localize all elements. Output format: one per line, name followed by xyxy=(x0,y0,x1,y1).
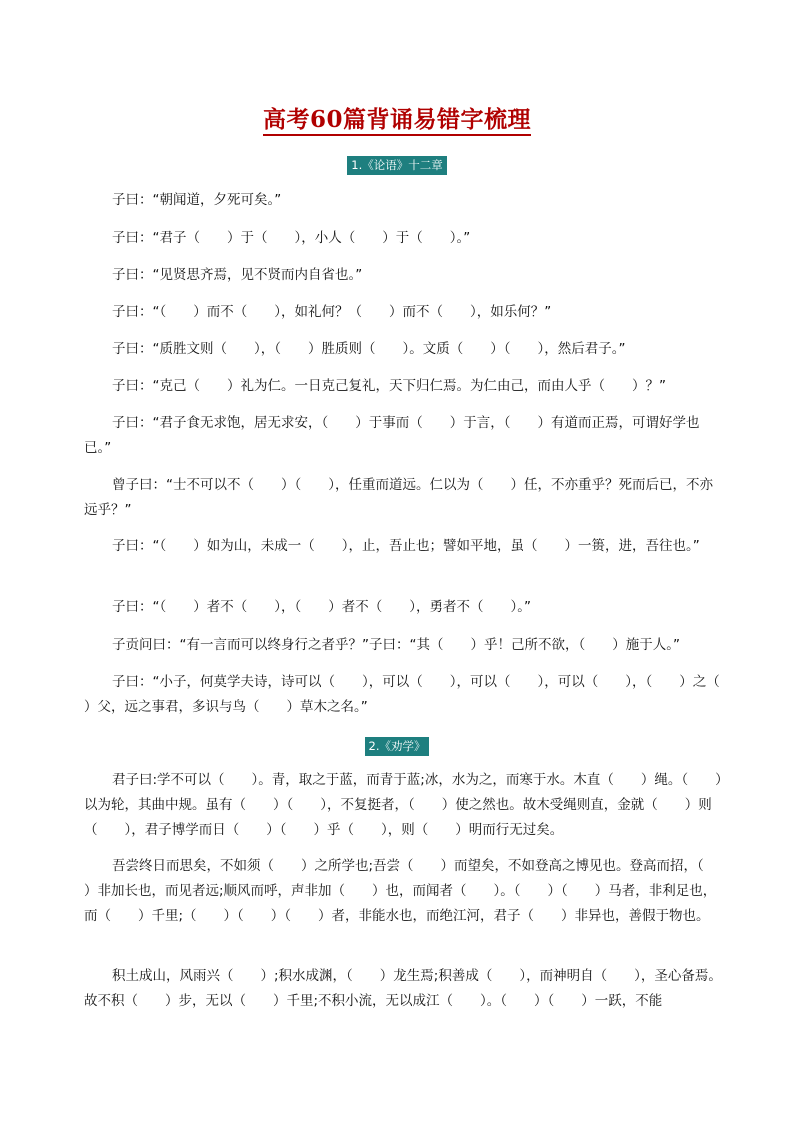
paragraph: 子曰：“君子食无求饱，居无求安，（ ）于事而（ ）于言，（ ）有道而正焉，可谓好学也已。” xyxy=(84,415,700,456)
section-heading-lunyu: 1.《论语》十二章 xyxy=(0,154,794,175)
paragraph: 子曰：“质胜文则（ ），（ ）胜质则（ ）。文质（ ）（ ），然后君子。” xyxy=(112,341,626,357)
paragraph: 子曰：“克己（ ）礼为仁。一日克己复礼，天下归仁焉。为仁由己，而由人乎（ ）？” xyxy=(112,378,666,394)
paragraph: 吾尝终日而思矣，不如须（ ）之所学也;吾尝（ ）而望矣，不如登高之博见也。登高而招，（ ）非加长也，而见者远;顺风而呼，声非加（ ）也，而闻者（ ）。（ ）（ ）马者，非利足也，而（ ）千里;（ ）（ ）（ ）者，非能水也，而绝江河，君子（ ）非异也，善假于物也。 xyxy=(84,858,731,924)
paragraph: 子曰：“（ ）而不（ ），如礼何？（ ）而不（ ），如乐何？” xyxy=(112,304,552,320)
section-heading-quanxue: 2.《劝学》 xyxy=(0,735,794,756)
paragraph: 子曰：“见贤思齐焉，见不贤而内自省也。” xyxy=(112,267,363,283)
paragraph: 子曰：“小子，何莫学夫诗，诗可以（ ），可以（ ），可以（ ），可以（ ），（ ）之（ ）父，远之事君，多识与鸟（ ）草木之名。” xyxy=(84,674,747,715)
paragraph: 子曰：“君子（ ）于（ ），小人（ ）于（ ）。” xyxy=(112,230,471,246)
paragraph: 子曰：“朝闻道，夕死可矣。” xyxy=(112,192,282,208)
paragraph: 曾子曰：“士不可以不（ ）（ ），任重而道远。仁以为（ ）任，不亦重乎？死而后已，不亦远乎？” xyxy=(84,477,713,518)
document-title: 高考60篇背诵易错字梳理 xyxy=(0,101,794,134)
paragraph: 子曰：“（ ）如为山，未成一（ ），止，吾止也；譬如平地，虽（ ）一篑，进，吾往也。” xyxy=(112,538,700,554)
paragraph: 子曰：“（ ）者不（ ），（ ）者不（ ），勇者不（ ）。” xyxy=(112,599,531,615)
paragraph: 子贡问曰：“有一言而可以终身行之者乎？”子曰：“其（ ）乎！己所不欲，（ ）施于人。” xyxy=(112,637,680,653)
paragraph: 积土成山，风雨兴（ ）;积水成渊，（ ）龙生焉;积善成（ ），而神明自（ ），圣心备焉。故不积（ ）步，无以（ ）千里;不积小流，无以成江（ ）。（ ）（ ）一跃，不能 xyxy=(84,968,722,1009)
paragraph: 君子曰:学不可以（ ）。青，取之于蓝，而青于蓝;冰，水为之，而寒于水。木直（ ）绳。（ ）以为轮，其曲中规。虽有（ ）（ ），不复挺者，（ ）使之然也。故木受绳则直，金就（ ）则（ ），君子博学而日（ ）（ ）乎（ ），则（ ）明而行无过矣。 xyxy=(84,772,722,838)
